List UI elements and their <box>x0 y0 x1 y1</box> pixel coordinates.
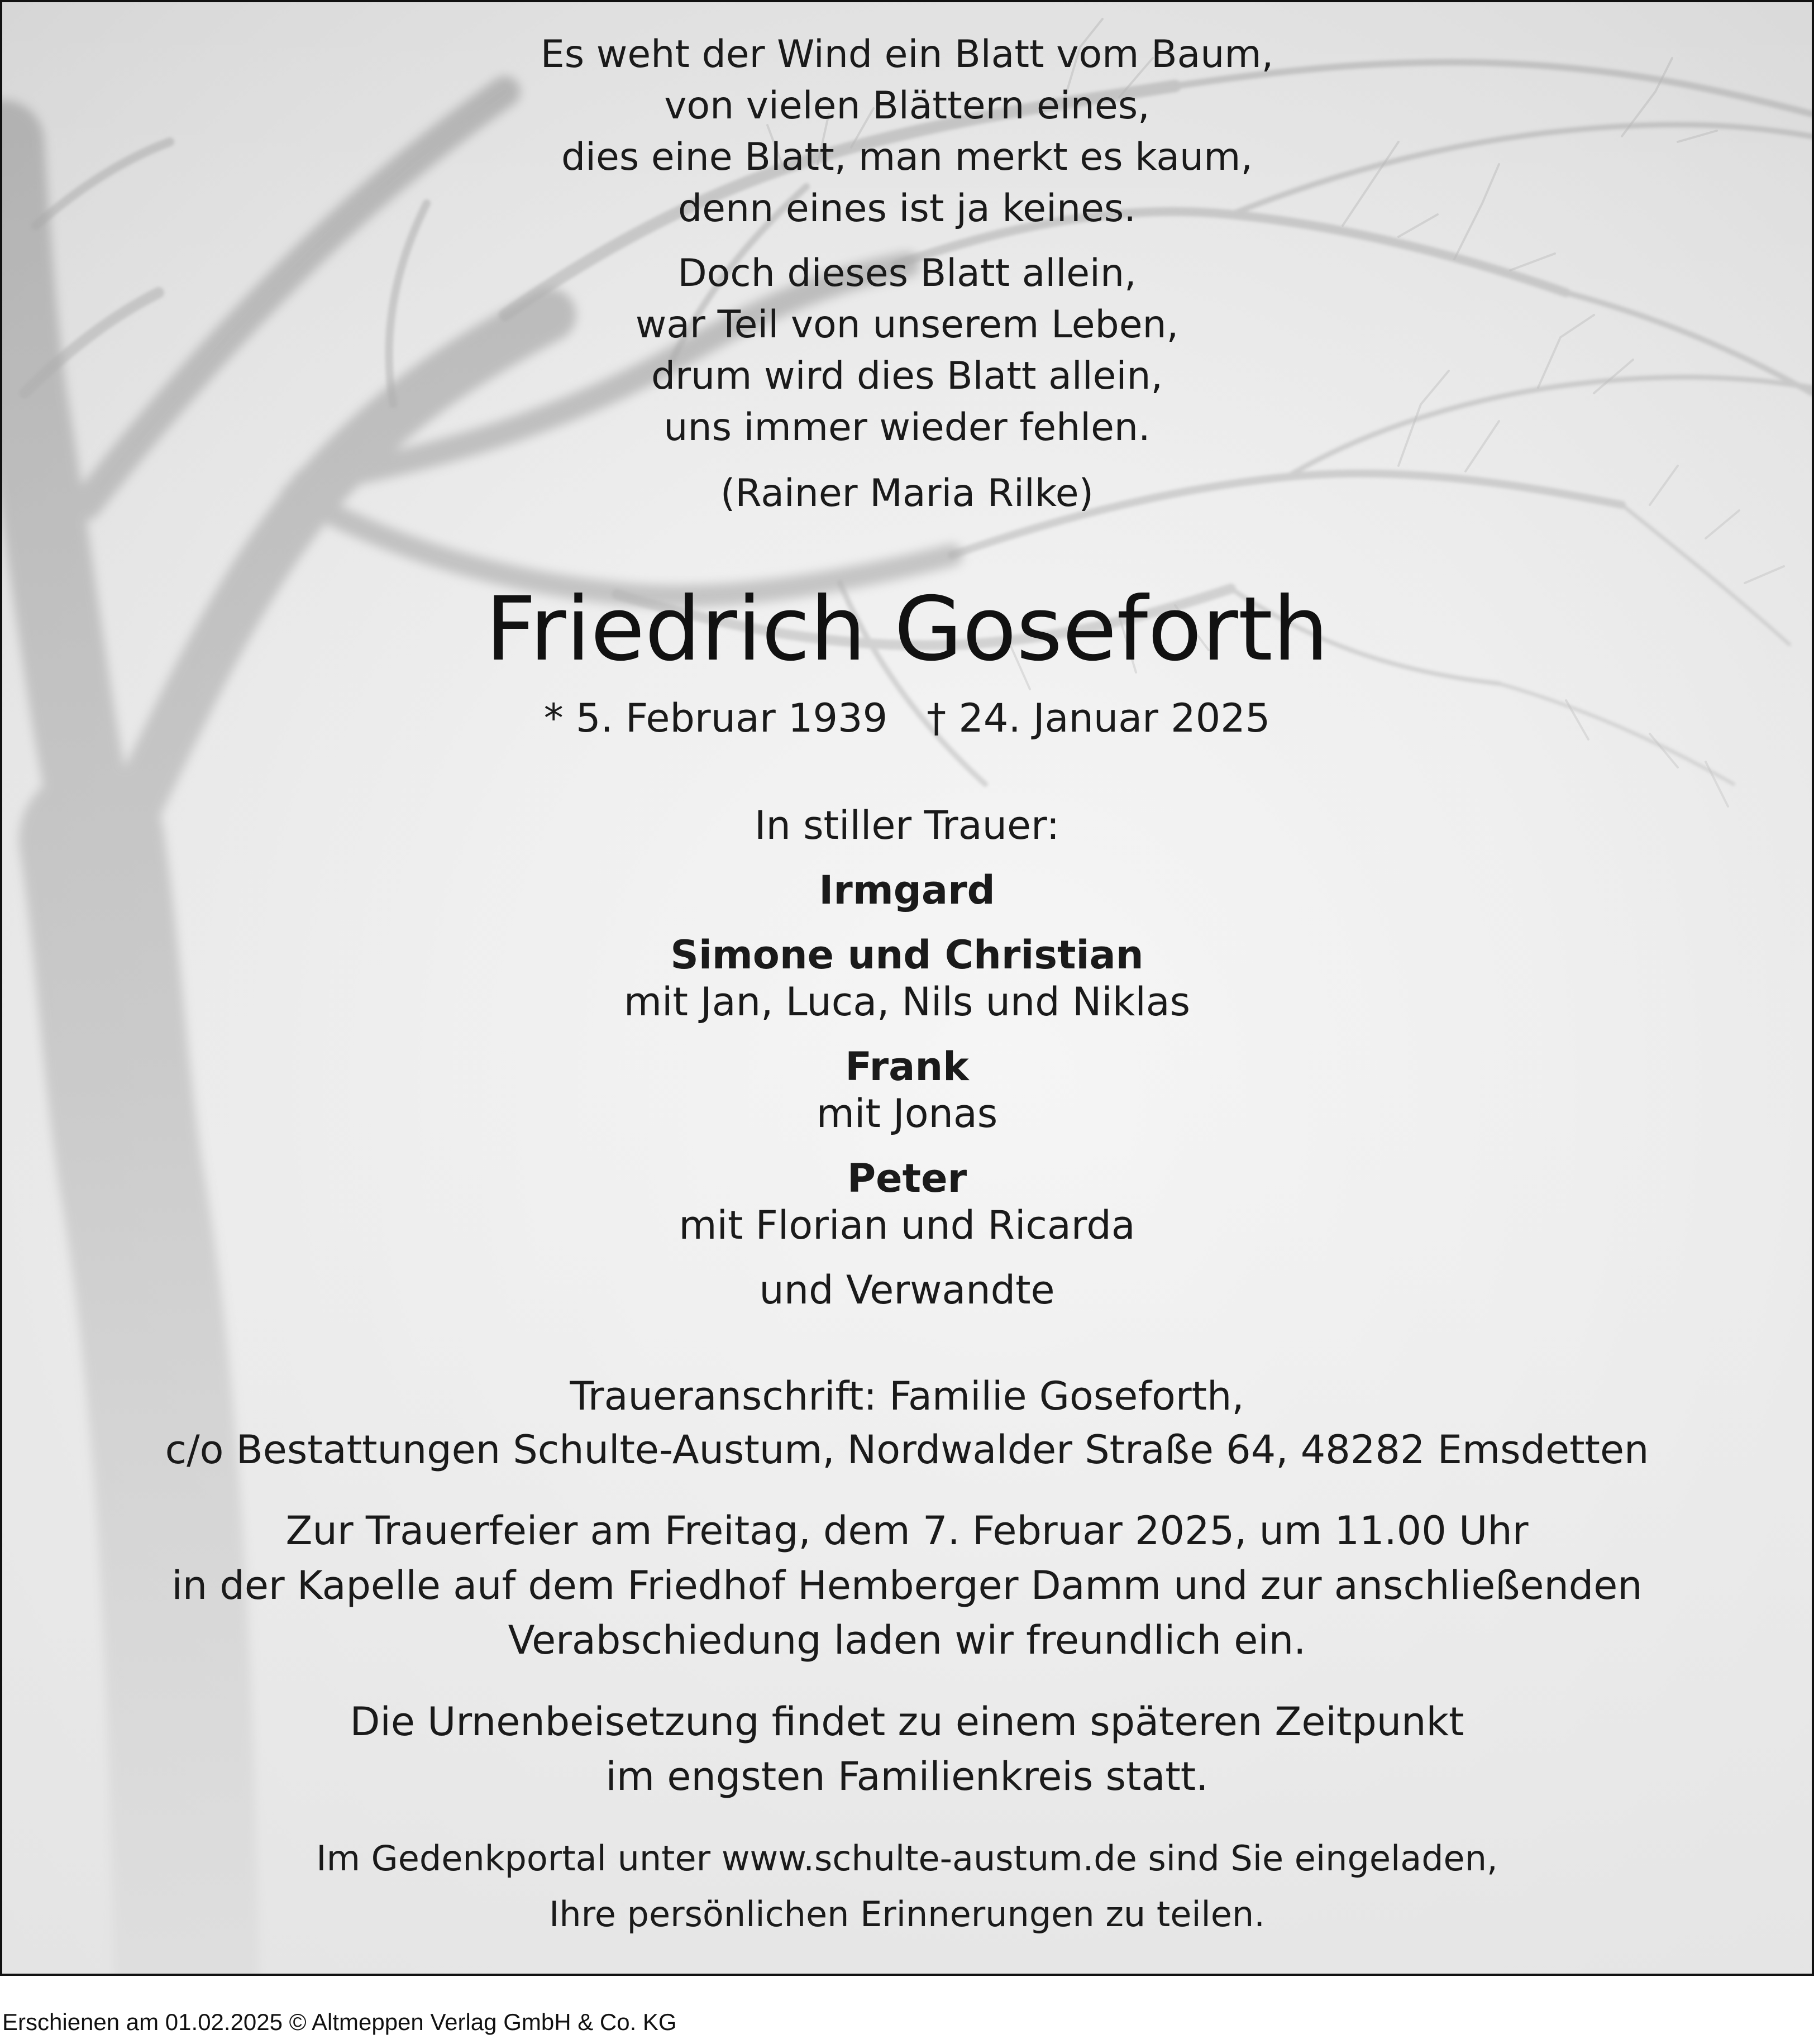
poem-line: war Teil von unserem Leben, <box>635 303 1179 347</box>
poem-author: (Rainer Maria Rilke) <box>720 471 1094 515</box>
ceremony-line: in der Kapelle auf dem Friedhof Hemberger Damm und zur anschließenden <box>171 1563 1643 1608</box>
mourner-group <box>69 867 1745 914</box>
birth-date: * 5. Februar 1939 <box>543 695 888 741</box>
poem <box>69 29 1745 519</box>
ceremony-line: Zur Trauerfeier am Freitag, dem 7. Februar 2025, um 11.00 Uhr <box>285 1508 1529 1554</box>
notice-content <box>2 2 1812 1974</box>
mourners-intro: In stiller Trauer: <box>754 803 1060 848</box>
publication-footer: Erschienen am 01.02.2025 © Altmeppen Verlag GmbH & Co. KG <box>2 2009 677 2035</box>
burial-info <box>69 1694 1745 1804</box>
stanza-divider <box>69 235 1745 248</box>
ceremony-line: Verabschiedung laden wir freundlich ein. <box>508 1617 1306 1663</box>
mourner-primary: Irmgard <box>819 867 995 913</box>
mourners-closing: und Verwandte <box>759 1267 1055 1313</box>
portal-line: Ihre persönlichen Erinnerungen zu teilen. <box>549 1894 1265 1935</box>
mourner-primary: Simone und Christian <box>670 932 1144 978</box>
burial-line: Die Urnenbeisetzung findet zu einem späteren Zeitpunkt <box>350 1699 1464 1745</box>
memorial-portal-info <box>69 1831 1745 1942</box>
mourner-group <box>69 1043 1745 1137</box>
poem-line: Doch dieses Blatt allein, <box>677 251 1137 295</box>
poem-line: denn eines ist ja keines. <box>678 187 1136 231</box>
mourning-address <box>69 1369 1745 1477</box>
poem-line: drum wird dies Blatt allein, <box>651 354 1163 398</box>
address-line: c/o Bestattungen Schulte-Austum, Nordwalder Straße 64, 48282 Emsdetten <box>165 1427 1649 1473</box>
portal-line: Im Gedenkportal unter www.schulte-austum.de sind Sie eingeladen, <box>316 1838 1498 1879</box>
life-dates <box>69 690 1745 746</box>
poem-line: von vielen Blättern eines, <box>664 84 1150 128</box>
poem-line: dies eine Blatt, man merkt es kaum, <box>561 135 1253 179</box>
mourner-primary: Frank <box>845 1044 969 1090</box>
mourner-group <box>69 932 1745 1025</box>
mourner-secondary: mit Jan, Luca, Nils und Niklas <box>623 979 1191 1025</box>
mourner-group <box>69 1155 1745 1249</box>
death-date: † 24. Januar 2025 <box>927 695 1271 741</box>
mourners-list <box>69 802 1745 1314</box>
ceremony-info <box>69 1503 1745 1668</box>
deceased-name: Friedrich Goseforth <box>485 578 1329 681</box>
mourner-primary: Peter <box>847 1155 967 1201</box>
poem-line: uns immer wieder fehlen. <box>663 405 1151 450</box>
poem-line: Es weht der Wind ein Blatt vom Baum, <box>540 32 1274 77</box>
burial-line: im engsten Familienkreis statt. <box>605 1754 1209 1799</box>
address-line: Traueranschrift: Familie Goseforth, <box>570 1373 1244 1419</box>
mourner-secondary: mit Jonas <box>816 1091 998 1136</box>
mourner-secondary: mit Florian und Ricarda <box>679 1202 1135 1248</box>
